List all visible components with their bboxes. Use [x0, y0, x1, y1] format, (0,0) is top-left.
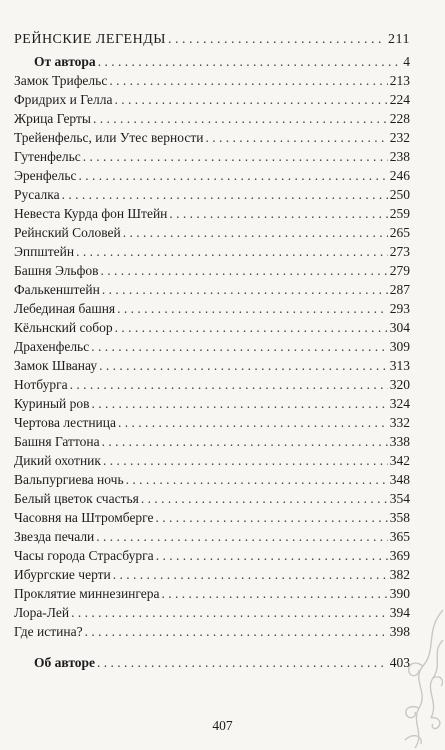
toc-leader [109, 72, 387, 90]
toc-leader [62, 186, 388, 204]
toc-entry [14, 110, 410, 128]
toc-leader [71, 604, 388, 622]
toc-entry [14, 585, 410, 603]
toc-page: 304 [389, 320, 410, 335]
toc-entry [14, 547, 410, 565]
toc-entry [14, 623, 410, 641]
toc-title: Трейенфельс, или Утес верности [14, 130, 204, 145]
toc-title: Вальпургиева ночь [14, 472, 124, 487]
toc-leader [169, 205, 387, 223]
toc-page: 390 [389, 586, 410, 601]
toc-leader [79, 167, 388, 185]
toc-leader [115, 319, 388, 337]
toc-leader [85, 623, 388, 641]
toc-leader [103, 452, 388, 470]
toc-leader [70, 376, 388, 394]
toc-entry [14, 604, 410, 622]
toc-title: Замок Трифельс [14, 73, 108, 88]
toc-page: 348 [389, 472, 410, 487]
toc-page: 4 [403, 54, 410, 69]
toc-entry [14, 452, 410, 470]
toc-entry [14, 319, 410, 337]
toc-entry [14, 566, 410, 584]
toc-page: 287 [389, 282, 410, 297]
toc-entry [14, 262, 410, 280]
toc-entry [14, 300, 410, 318]
toc-title: Куриный ров [14, 396, 90, 411]
toc-leader [162, 585, 388, 603]
toc-leader [100, 262, 387, 280]
toc-page: 382 [389, 567, 410, 582]
toc-page: 403 [389, 655, 410, 670]
toc-title: Часы города Страсбурга [14, 548, 154, 563]
toc-page: 224 [389, 92, 410, 107]
toc-title: Рейнский Соловей [14, 225, 121, 240]
toc-page: 293 [389, 301, 410, 316]
toc-entry [14, 338, 410, 356]
toc-leader [117, 300, 388, 318]
toc-entry [14, 205, 410, 223]
toc-entry [14, 148, 410, 166]
toc-leader [97, 654, 388, 672]
toc-title: Чертова лестница [14, 415, 116, 430]
toc-entry [14, 224, 410, 242]
toc-title: Замок Шванау [14, 358, 98, 373]
toc-entry-about-author [34, 654, 410, 672]
toc-leader [99, 357, 388, 375]
toc-page: 313 [389, 358, 410, 373]
toc-page: 320 [389, 377, 410, 392]
toc-title: Кёльнский собор [14, 320, 113, 335]
toc-entry [14, 414, 410, 432]
toc-leader [141, 490, 388, 508]
toc-title: РЕЙНСКИЕ ЛЕГЕНДЫ [14, 32, 166, 47]
toc-entry [14, 167, 410, 185]
toc-page: 232 [389, 130, 410, 145]
toc-page: 398 [389, 624, 410, 639]
toc-title: Где истина? [14, 624, 83, 639]
toc-page: 250 [389, 187, 410, 202]
page-number: 407 [212, 718, 233, 733]
toc-leader [123, 224, 388, 242]
toc-title: Башня Гаттона [14, 434, 100, 449]
toc-title: Ибургские черти [14, 567, 111, 582]
toc-title: Белый цветок счастья [14, 491, 139, 506]
toc-title: Драхенфельс [14, 339, 90, 354]
toc-entry [14, 281, 410, 299]
toc-entry [14, 72, 410, 90]
toc-title: Лебединая башня [14, 301, 116, 316]
toc-leader [126, 471, 388, 489]
toc-page: 265 [389, 225, 410, 240]
toc-title: Русалка [14, 187, 60, 202]
toc-entry [14, 357, 410, 375]
toc-leader [113, 566, 388, 584]
toc-entry [14, 395, 410, 413]
toc-page: 228 [389, 111, 410, 126]
toc-leader [91, 338, 388, 356]
toc-leader [156, 547, 388, 565]
toc-title: Звезда печали [14, 529, 95, 544]
toc-entry [14, 490, 410, 508]
toc-page: 324 [389, 396, 410, 411]
toc-entry [14, 376, 410, 394]
toc-page: 211 [388, 32, 410, 47]
toc-leader [168, 31, 386, 49]
toc-page: 338 [389, 434, 410, 449]
toc-leader [118, 414, 388, 432]
toc-page: 279 [389, 263, 410, 278]
toc-leader [114, 91, 387, 109]
toc-entry [14, 129, 410, 147]
toc-page: 358 [389, 510, 410, 525]
toc-entry [14, 528, 410, 546]
toc-leader [102, 281, 388, 299]
toc-title: Об авторе [34, 655, 96, 670]
toc-leader [156, 509, 388, 527]
toc-entry-foreword [34, 53, 410, 71]
toc-entry [14, 509, 410, 527]
toc-title: Жрица Герты [14, 111, 91, 126]
toc-page: 238 [389, 149, 410, 164]
toc-page: 342 [389, 453, 410, 468]
toc-title: Гутенфельс [14, 149, 81, 164]
toc-entry [14, 471, 410, 489]
toc-leader [102, 433, 388, 451]
toc-page: 259 [389, 206, 410, 221]
toc-entry [14, 243, 410, 261]
toc-title: От автора [34, 54, 96, 69]
toc-entry [14, 433, 410, 451]
toc-page: 246 [389, 168, 410, 183]
toc-entry [14, 91, 410, 109]
toc-leader [93, 110, 388, 128]
toc-title: Нотбурга [14, 377, 68, 392]
toc-leader [205, 129, 387, 147]
toc-title: Фалькенштейн [14, 282, 100, 297]
toc-title: Дикий охотник [14, 453, 101, 468]
toc-page: 354 [389, 491, 410, 506]
toc-page: 213 [389, 73, 410, 88]
toc-leader [98, 53, 402, 71]
corner-ornament-icon [385, 600, 445, 750]
toc-page: 369 [389, 548, 410, 563]
toc-title: Проклятие миннезингера [14, 586, 160, 601]
toc-leader [96, 528, 387, 546]
toc-leader [91, 395, 387, 413]
toc-page: 273 [389, 244, 410, 259]
toc-title: Фридрих и Гелла [14, 92, 113, 107]
toc-leader [76, 243, 388, 261]
toc-title: Эренфельс [14, 168, 77, 183]
toc-entry [14, 186, 410, 204]
toc-title: Лора-Лей [14, 605, 70, 620]
toc-title: Часовня на Штромберге [14, 510, 154, 525]
toc-leader [83, 148, 388, 166]
toc-page: 309 [389, 339, 410, 354]
toc-page: 365 [389, 529, 410, 544]
toc-section-heading [14, 31, 410, 49]
toc-page: 332 [389, 415, 410, 430]
toc-title: Невеста Курда фон Штейн [14, 206, 168, 221]
toc-title: Эппштейн [14, 244, 75, 259]
toc-page: 394 [389, 605, 410, 620]
toc-title: Башня Эльфов [14, 263, 99, 278]
